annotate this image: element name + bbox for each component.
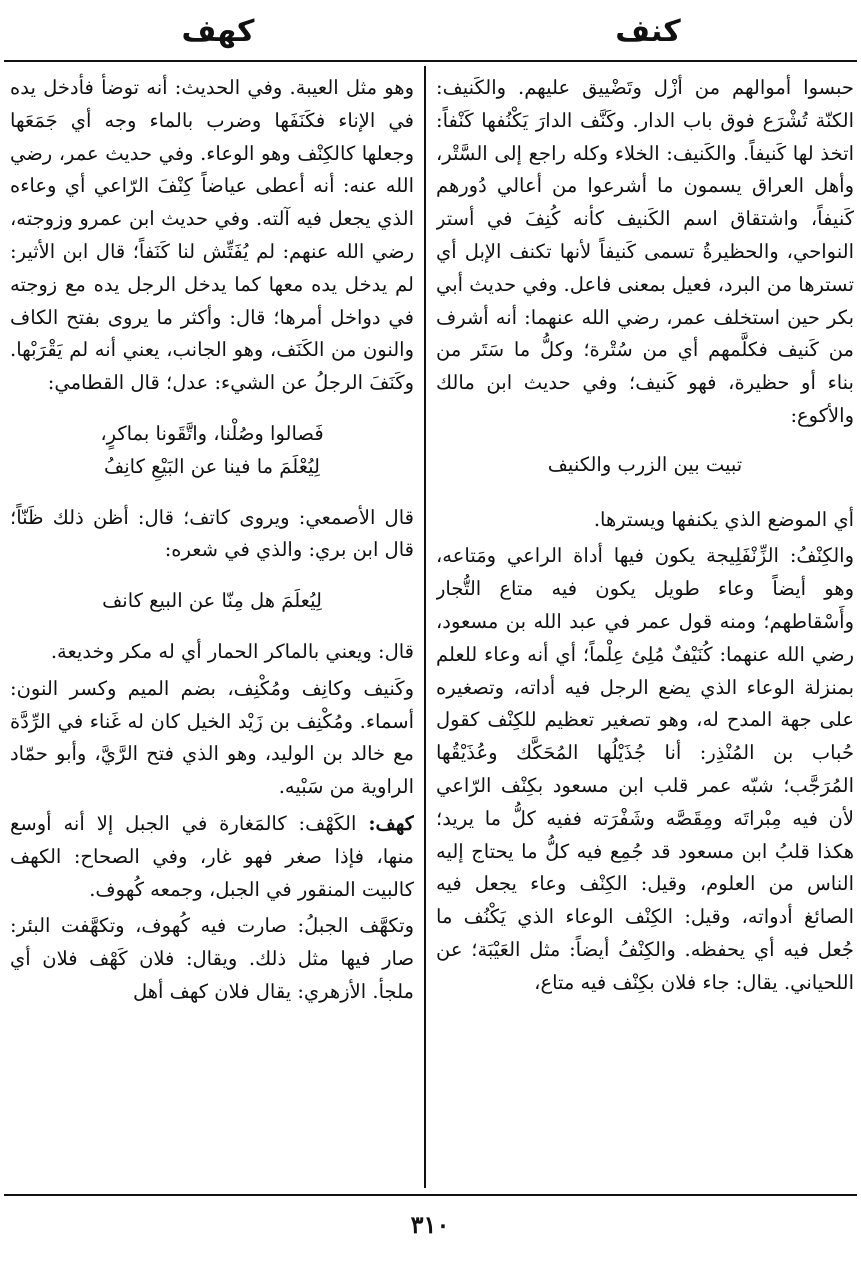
left-paragraph-2: قال الأصمعي: ويروى كاتف؛ قال: أظن ذلك ظَنّاً؛ قال ابن بري: والذي في شعره: (10, 505, 414, 562)
left-paragraph-4: وكَنيف وكانِف ومُكْنِف، بضم الميم وكسر النون: أسماء. ومُكْنِف بن زَيْد الخيل كان له غَناء في الرِّدَّة مع خالد بن الوليد، وهو الذي فتح الرَّيَّ، وأبو حمّاد الراوية من سَبْيه. (10, 676, 414, 799)
column-divider (424, 66, 426, 1188)
verse-line: لِيُعْلَمَ ما فينا عن البَيْعِ كانِفُ (104, 454, 320, 478)
right-verse-heading: تبيت بين الزرب والكنيف (547, 452, 743, 476)
right-paragraph-1: حبسوا أموالهم من أزْل وتَضْييق عليهم. والكَنيف: الكنّة تُشْرَع فوق باب الدار. وكَنَّف الدارَ يَكْنُفها كَنْفاً: اتخذ لها كَنيفاً. والكَنيف: الخلاء وكله راجع إلى السَّتْر، وأهل العراق يسمون ما أشرعوا من أعالي دُورهم كَنيفاً، واشتقاق اسم الكَنيف كأنه كُنِفَ في أستر النواحي، والحظيرةُ تسمى كَنيفاً لأنها تكنف الإبل أي تسترها من البرد، فعيل بمعنى فاعل. وفي حديث أبي بكر حين استخلف عمر، رضي الله عنهما: أنه أشرف من كَنيف فكلَّمهم أي من سُتْرة؛ وكلُّ ما سَتَر من بناء أو حظيرة، فهو كَنيف؛ وفي حديث ابن مالك والأكوع: (436, 76, 854, 427)
verse-block-1 (10, 418, 414, 484)
bottom-rule (4, 1194, 857, 1196)
verse-line: لِيُعلَمَ هل مِنّا عن البيع كانف (102, 589, 322, 613)
left-paragraph-6: وتكهَّف الجبلُ: صارت فيه كُهوف، وتكهَّفت البئر: صار فيها مثل ذلك. ويقال: فلان كَهْف فلان أي ملجأ. الأزهري: يقال فلان كهف أهل (10, 914, 414, 1003)
entry-kahf (10, 808, 414, 906)
right-column (436, 72, 854, 1188)
verse-line: فَصالوا وصُلْنا، واتَّقَونا بماكرٍ، (100, 421, 324, 445)
verse-block-2 (10, 585, 414, 618)
right-paragraph-2: أي الموضع الذي يكنفها ويسترها. (593, 507, 854, 531)
page-number: ٣١٠ (410, 1210, 450, 1239)
left-paragraph-1: وهو مثل العيبة. وفي الحديث: أنه توضأ فأدخل يده في الإناء فكَنَفَها وضرب بالماء وجه أي جَمَعَها وجعلها كالكِنْف وهو الوعاء. وفي حديث عمر، رضي الله عنه: أنه أعطى عياضاً كِنْفَ الرّاعي أي وعاءه الذي يجعل فيه آلته. وفي حديث ابن عمرو وزوجته، رضي الله عنهم: لم يُفَتِّش لنا كَنَفاً؛ قال ابن الأثير: لم يدخل يده معها كما يدخل الرجل يده مع زوجته في دواخل أمرها؛ قال: وأكثر ما يروى بفتح الكاف والنون من الكَنَف، وهو الجانب، يعني أنه لم يَقْرَبْها. وكَنَفَ الرجلُ عن الشيء: عدل؛ قال القطامي: (10, 76, 414, 395)
header-entry-word-right: كنف (615, 14, 681, 49)
left-paragraph-3: قال: ويعني بالماكر الحمار أي له مكر وخديعة. (50, 639, 414, 663)
entry-headword: كهف: (368, 811, 414, 835)
left-column (10, 72, 414, 1188)
entry-definition: الكَهْف: كالمَغارة في الجبل إلا أنه أوسع منها، فإذا صغر فهو غار، وفي الصحاح: الكهف كالبيت المنقور في الجبل، وجمعه كُهوف. (10, 811, 414, 901)
right-paragraph-3: والكِنْفُ: الزِّنْفَلِيجة يكون فيها أداة الراعي ومَتاعه، وهو أيضاً وعاء طويل يكون فيه متاع التُّجار وأَسْقاطهم؛ ومنه قول عمر في عبد الله بن مسعود، رضي الله عنهما: كُنَيْفٌ مُلِئ عِلْماً؛ أي أنه وعاء للعلم بمنزلة الوعاء الذي يضع الرجل فيه أداته، وتصغيره على جهة المدح له، وهو تصغير تعظيم للكِنْف كقول حُباب بن المُنْذِر: أنا جُذَيْلُها المُحَكَّك وعُذَيْقُها المُرَجَّب؛ شبّه عمر قلب ابن مسعود بكِنْف الرّاعي لأن فيه مِبْراتَه ومِقَصَّه وشَفْرَته ففيه كلُّ ما يريد؛ هكذا قلبُ ابن مسعود قد جُمِع فيه كلُّ ما يحتاج إليه الناس من العلوم، وقيل: الكِنْف وعاء يجعل فيه الصائغ أدواته، وقيل: الكِنْف الوعاء الذي يَكْنُف ما جُعل فيه أي يحفظه. والكِنْفُ أيضاً: مثل العَيْبَة؛ عن اللحياني. يقال: جاء فلان بكِنْف فيه متاع، (436, 544, 854, 994)
top-rule (4, 60, 857, 62)
header-entry-word-left: كهف (181, 14, 255, 49)
